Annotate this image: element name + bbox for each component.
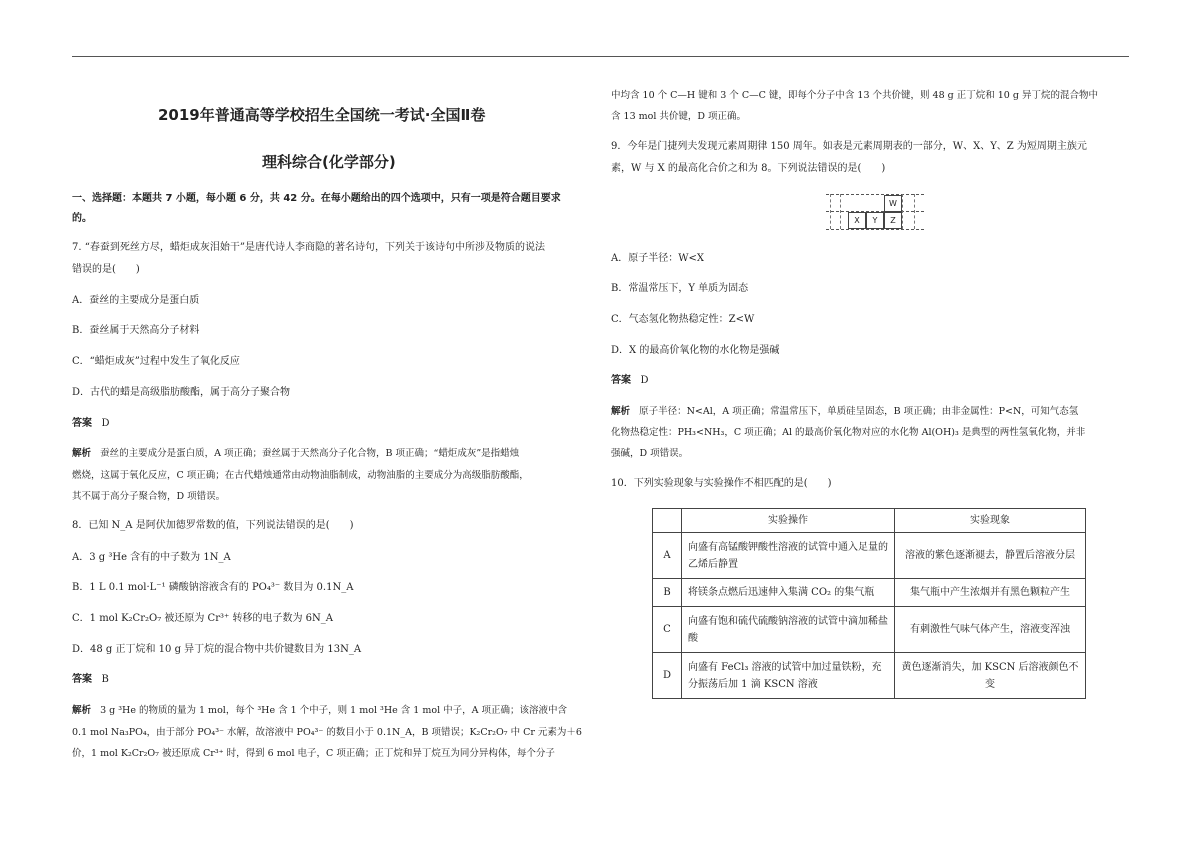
section-heading-line2: 的。 — [72, 213, 92, 224]
table-header-cell: 实验操作 — [682, 509, 895, 533]
table-header-row — [653, 509, 1086, 533]
row-observation: 有刺激性气味气体产生，溶液变浑浊 — [895, 607, 1086, 653]
row-operation: 将镁条点燃后迅速伸入集满 CO₂ 的集气瓶 — [682, 579, 895, 607]
row-operation: 向盛有 FeCl₃ 溶液的试管中加过量铁粉，充分振荡后加 1 滴 KSCN 溶液 — [682, 653, 895, 699]
q9-option-b: B．常温常压下，Y 单质为固态 — [611, 283, 749, 294]
cell-x: X — [848, 212, 866, 229]
q9-analysis-line1: 解析 原子半径：N<Al，A 项正确；常温常压下，单质硅呈固态，B 项正确；由非金属性：P<N，可知气态氢 — [611, 406, 1079, 417]
page-subtitle: 理科综合(化学部分) — [262, 153, 396, 171]
row-observation: 黄色逐渐消失，加 KSCN 后溶液颜色不变 — [895, 653, 1086, 699]
q8-analysis-line4: 中均含 10 个 C—H 键和 3 个 C—C 键，即每个分子中含 13 个共价键，则 48 g 正丁烷和 10 g 异丁烷的混合物中 — [611, 90, 1098, 101]
q9-stem-line2: 素，W 与 X 的最高化合价之和为 8。下列说法错误的是( ) — [611, 163, 886, 174]
q7-analysis-line2: 燃烧，这属于氧化反应，C 项正确；在古代蜡烛通常由动物油脂制成，动物油脂的主要成分为高级脂肪酸酯， — [72, 470, 529, 481]
q9-option-c: C．气态氢化物热稳定性：Z<W — [611, 314, 755, 325]
cell-z: Z — [884, 212, 902, 229]
experiment-table — [652, 508, 1086, 699]
q8-answer: 答案 B — [72, 674, 109, 685]
row-observation: 溶液的紫色逐渐褪去，静置后溶液分层 — [895, 533, 1086, 579]
q8-stem: 8．已知 N_A 是阿伏加德罗常数的值，下列说法错误的是( ) — [72, 520, 354, 531]
cell-y: Y — [866, 212, 884, 229]
q7-stem-line1: 7. “春蚕到死丝方尽，蜡炬成灰泪始干”是唐代诗人李商隐的著名诗句，下列关于该诗句中所涉及物质的说法 — [72, 242, 545, 253]
table-header-cell: 实验现象 — [895, 509, 1086, 533]
q9-analysis-line2: 化物热稳定性：PH₃<NH₃，C 项正确；Al 的最高价氧化物对应的水化物 Al(OH)₃ 是典型的两性氢氧化物，并非 — [611, 427, 1086, 438]
q9-option-a: A．原子半径：W<X — [611, 253, 704, 264]
q8-option-d: D．48 g 正丁烷和 10 g 异丁烷的混合物中共价键数目为 13N_A — [72, 644, 362, 655]
q7-analysis-line1: 解析 蚕丝的主要成分是蛋白质，A 项正确；蚕丝属于天然高分子化合物，B 项正确；“蜡炬成灰”是指蜡烛 — [72, 448, 520, 459]
row-operation: 向盛有饱和硫代硫酸钠溶液的试管中滴加稀盐酸 — [682, 607, 895, 653]
q7-option-c: C．“蜡炬成灰”过程中发生了氧化反应 — [72, 356, 240, 367]
q8-analysis-line1: 解析 3 g ³He 的物质的量为 1 mol，每个 ³He 含 1 个中子，则 1 mol ³He 含 1 mol 中子，A 项正确；该溶液中含 — [72, 705, 568, 716]
q7-analysis-line3: 其不属于高分子聚合物，D 项错误。 — [72, 491, 226, 502]
q7-option-b: B．蚕丝属于天然高分子材料 — [72, 325, 200, 336]
section-heading-line1: 一、选择题：本题共 7 小题，每小题 6 分，共 42 分。在每小题给出的四个选项中，只有一项是符合题目要求 — [72, 193, 561, 204]
table-row — [653, 579, 1086, 607]
q9-option-d: D．X 的最高价氧化物的水化物是强碱 — [611, 345, 780, 356]
q10-stem: 10．下列实验现象与实验操作不相匹配的是( ) — [611, 478, 832, 489]
q8-option-c: C．1 mol K₂Cr₂O₇ 被还原为 Cr³⁺ 转移的电子数为 6N_A — [72, 613, 333, 624]
row-label: D — [653, 653, 682, 699]
q8-analysis-line2: 0.1 mol Na₃PO₄，由于部分 PO₄³⁻ 水解，故溶液中 PO₄³⁻ 的数目小于 0.1N_A，B 项错误；K₂Cr₂O₇ 中 Cr 元素为＋6 — [72, 727, 582, 738]
row-label: A — [653, 533, 682, 579]
q8-analysis-line3: 价，1 mol K₂Cr₂O₇ 被还原成 Cr³⁺ 时，得到 6 mol 电子，C 项正确；正丁烷和异丁烷互为同分异构体，每个分子 — [72, 748, 555, 759]
table-row — [653, 653, 1086, 699]
q7-stem-line2: 错误的是( ) — [72, 264, 140, 275]
table-header-cell — [653, 509, 682, 533]
q7-option-d: D．古代的蜡是高级脂肪酸酯，属于高分子聚合物 — [72, 387, 291, 398]
row-label: B — [653, 579, 682, 607]
row-label: C — [653, 607, 682, 653]
top-rule — [72, 56, 1129, 57]
q9-stem-line1: 9．今年是门捷列夫发现元素周期律 150 周年。如表是元素周期表的一部分，W、X、Y、Z 为短周期主族元 — [611, 141, 1087, 152]
row-observation: 集气瓶中产生浓烟并有黑色颗粒产生 — [895, 579, 1086, 607]
row-operation: 向盛有高锰酸钾酸性溶液的试管中通入足量的乙烯后静置 — [682, 533, 895, 579]
q9-analysis-line3: 强碱，D 项错误。 — [611, 448, 689, 459]
q7-answer: 答案 D — [72, 418, 110, 429]
q8-analysis-line5: 含 13 mol 共价键，D 项正确。 — [611, 111, 747, 122]
q8-option-a: A．3 g ³He 含有的中子数为 1N_A — [72, 552, 231, 563]
table-row — [653, 533, 1086, 579]
q7-option-a: A．蚕丝的主要成分是蛋白质 — [72, 295, 200, 306]
q8-option-b: B．1 L 0.1 mol·L⁻¹ 磷酸钠溶液含有的 PO₄³⁻ 数目为 0.1N_A — [72, 582, 354, 593]
cell-w: W — [884, 195, 902, 212]
q9-answer: 答案 D — [611, 375, 649, 386]
page-title: 2019年普通高等学校招生全国统一考试·全国Ⅱ卷 — [158, 106, 486, 124]
table-row — [653, 607, 1086, 653]
periodic-table-fragment — [826, 194, 924, 230]
